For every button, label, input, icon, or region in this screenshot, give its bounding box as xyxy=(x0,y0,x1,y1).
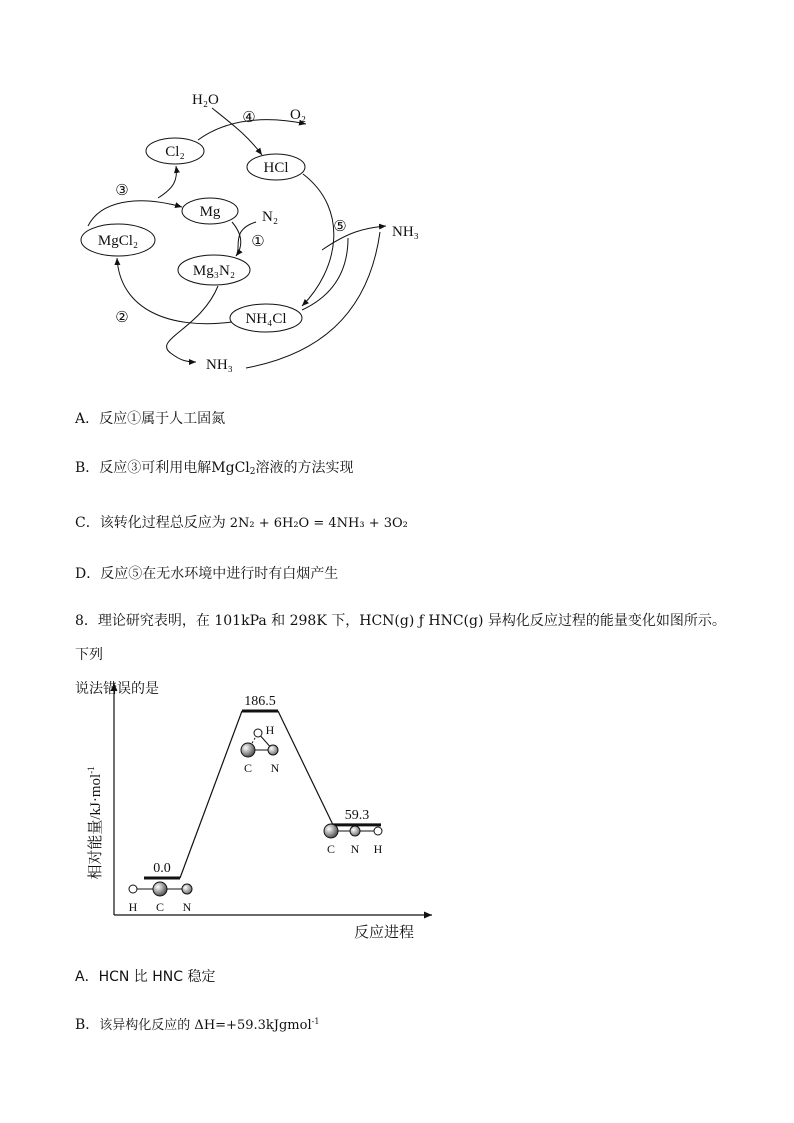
option-letter: B． xyxy=(75,1017,100,1033)
option-text: 反应⑤在无水环境中进行时有白烟产生 xyxy=(100,566,339,582)
atom-n xyxy=(350,826,360,836)
atom-h-label: H xyxy=(373,842,383,856)
energy-value-label: 186.5 xyxy=(244,694,276,709)
option-text: 该转化过程总反应为 xyxy=(99,515,226,531)
ts-molecule xyxy=(241,723,280,775)
option-text: 该异构化反应的 ΔH=+59.3kJgmol xyxy=(99,1018,312,1033)
atom-h-label: H xyxy=(265,723,275,737)
energy-value-label: 0.0 xyxy=(153,861,171,876)
option-text: 反应③可利用电解 xyxy=(99,460,212,476)
hnc-molecule xyxy=(324,824,383,856)
option-8b xyxy=(75,1014,319,1034)
cycle-diagram xyxy=(0,0,794,390)
question-text: 理论研究表明，在 101kPa 和 298K 下，HCN(g) ƒ HNC(g) 异构化反应过程的能量变化如图所示。下列 xyxy=(75,613,726,663)
option-letter: B． xyxy=(75,460,100,476)
formula-subscript: 2 xyxy=(249,467,256,477)
atom-n-label: N xyxy=(182,900,192,914)
option-letter: D． xyxy=(75,566,101,582)
option-7b xyxy=(75,457,354,477)
h2o-label: H₂O xyxy=(192,92,219,108)
atom-h xyxy=(374,827,382,835)
nh4cl-label: NH₄Cl xyxy=(245,311,287,327)
arrow-mg-to-mg3n2 xyxy=(232,222,241,256)
atom-c-label: C xyxy=(155,900,165,914)
option-text: 反应①属于人工固氮 xyxy=(99,411,226,427)
option-text: HCN 比 HNC 稳定 xyxy=(98,969,216,985)
option-letter: A． xyxy=(75,411,100,427)
energy-chart xyxy=(0,675,794,945)
atom-c-label: C xyxy=(243,761,253,775)
atom-n xyxy=(268,745,278,755)
step-2-label: ② xyxy=(115,310,129,326)
hcn-molecule xyxy=(129,882,192,914)
y-axis-label: 相对能量/kJ·mol$^{-1}$ xyxy=(86,766,104,880)
mg-label: Mg xyxy=(199,204,221,220)
option-letter: A． xyxy=(75,969,99,985)
atom-h-label: H xyxy=(128,900,138,914)
atom-n-label: N xyxy=(350,842,360,856)
hcl-label: HCl xyxy=(263,160,289,176)
option-7d xyxy=(75,563,338,583)
nh3-bottom-label: NH₃ xyxy=(206,357,233,373)
arrow-nh3-bottom-to-nh3-right xyxy=(246,232,380,368)
mgcl2-label: MgCl₂ xyxy=(97,233,139,249)
atom-c-label: C xyxy=(326,842,336,856)
step-3-label: ③ xyxy=(115,183,129,199)
arrow-hcl-to-nh4cl xyxy=(302,174,334,306)
question-8-line-2: 说法错误的是 xyxy=(75,681,159,697)
step-5-label: ⑤ xyxy=(333,219,347,235)
arrow-mgcl2-to-cl2-mg xyxy=(88,201,182,226)
cl2-label: Cl₂ xyxy=(165,144,185,160)
profile-segment xyxy=(278,711,333,825)
unit-superscript: -1 xyxy=(311,1017,320,1026)
atom-c xyxy=(324,824,338,838)
option-8a xyxy=(75,966,215,986)
equation: 2N₂ + 6H₂O = 4NH₃ + 3O₂ xyxy=(229,516,408,531)
energy-value-label: 59.3 xyxy=(344,807,370,823)
o2-label: O₂ xyxy=(290,107,307,123)
atom-n xyxy=(182,884,192,894)
x-axis-label: 反应进程 xyxy=(353,925,415,941)
energy-plot xyxy=(144,694,381,878)
mg3n2-label: Mg₃N₂ xyxy=(192,263,236,279)
atom-c xyxy=(153,882,167,896)
profile-segment xyxy=(180,711,242,878)
arrow-to-nh3-right xyxy=(322,226,386,250)
atom-h xyxy=(254,729,262,737)
step-4-label: ④ xyxy=(242,110,256,126)
option-7a xyxy=(75,408,225,428)
formula: MgCl xyxy=(211,460,250,476)
question-number: 8． xyxy=(75,613,98,629)
step-1-label: ① xyxy=(251,234,265,250)
option-7c xyxy=(75,512,408,532)
n2-label: N₂ xyxy=(262,209,279,225)
atom-n-label: N xyxy=(270,761,280,775)
question-8-line-1 xyxy=(75,604,735,672)
arrow-to-cl2 xyxy=(158,166,176,198)
atom-c xyxy=(241,743,255,757)
atom-h xyxy=(129,885,137,893)
nh3-right-label: NH₃ xyxy=(392,224,419,240)
option-letter: C． xyxy=(75,515,100,531)
option-text-end: 溶液的方法实现 xyxy=(255,460,354,476)
